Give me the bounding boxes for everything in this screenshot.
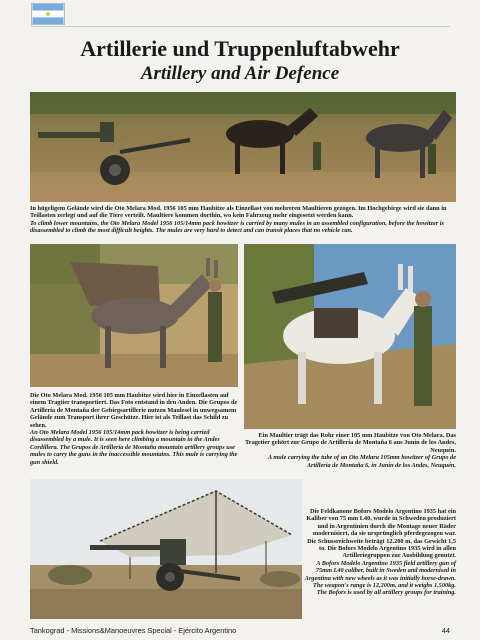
photo3-caption-en: A mule carrying the tube of an Oto Melara 105mm howitzer of Grupo de Artillería de Montaña 6, in Junín de los Andes, Neuquén.: [267, 454, 456, 469]
photo4-caption-en: A Bofors Modelo Argentino 1935 field artillery gun of 75mm L40 caliber, built in Sweden and modernised in Argentina with new wheels as it was initially horse-drawn. The weapon's range is 12,200m, and it weighs 1,500kg. The Bofors is used by all artillery groups for training.: [304, 559, 456, 597]
photo1-caption: [30, 205, 456, 235]
photo1-caption-en: To climb lower mountains, the Oto Melara Model 1956 105/14mm pack howitzer is carried by many mules in an assembled configuration, before the howitzer is disassembled to climb the most difficult heights. The mules are very hard to detect and can transit places that no vehicle can.: [30, 219, 444, 235]
photo3-caption: [244, 432, 456, 469]
photo2-caption-en: An Oto Melara Model 1956 105/14mm pack howitzer is being carried disassembled by a mule. It is seen here climbing a mountain in the Andes Cordillera. The Grupos de Artillería de Montaña mountain artillery groups use mules to carry the guns in the inaccessible mountains. This mule is carrying the gun shield.: [30, 429, 238, 466]
header-rule: [31, 26, 450, 27]
page-subtitle: Artillery and Air Defence: [140, 63, 340, 84]
page-number: 44: [441, 626, 450, 635]
page-title: Artillerie und Truppenluftabwehr: [80, 36, 400, 61]
photo2-caption-de: Die Oto Melara Mod. 1956 105 mm Haubitze wird hier in Einzellasten auf einem Tragtier transportiert. Das Foto entstand in den Anden. Die Grupos de Artillería de Montaña der Gebirgsartillerie nutzen Maulesel in unwegsamem Gelände zum Transport ihrer Geschütze. Hier ist als Teillast das Schild zu sehen.: [30, 392, 238, 429]
photo4-caption-de: Die Feldkanone Bofors Modelo Argentino 1935 hat ein Kaliber von 75 mm L40, wurde in Schweden produziert und in Argentinien durch die Montage neuer Räder modernisiert, da sie ursprünglich pferdegezogen war. Die Schussreichweite beträgt 12.200 m, das Gewicht 1,5 to. Die Bofors Modelo Argentino 1935 wird in allen Artilleriegruppen zur Ausbildung genutzt.: [306, 508, 456, 560]
photo4-caption: [304, 508, 456, 597]
photo3-caption-de: Ein Maultier trägt das Rohr einer 105 mm Haubitze von Oto Melara. Das Tragetier gehört zur Grupo de Artillería de Montaña 6 aus Junín de los Andes, Neuquén.: [245, 432, 456, 454]
footer-publication: Tankograd - Missions&Manoeuvres Special - Ejército Argentino: [30, 626, 237, 635]
photo-mules-towing-howitzer: [30, 92, 456, 202]
photo-bofors-field-gun: [30, 479, 302, 619]
photo-mule-gun-shield: [30, 244, 238, 387]
photo2-caption: [30, 392, 238, 466]
photo1-caption-de: In hügeligem Gelände wird die Oto Melara Mod. 1956 105 mm Haubitze als Einzellast von mehreren Maultieren gezogen. Im Hochgebirge wird sie dann in Teillasten zerlegt und auf die Tiere verteilt. Maultiere kommen dorthin, wo kein Fahrzeug mehr eingesetzt werden kann.: [30, 205, 447, 220]
argentine-flag-icon: [31, 3, 65, 25]
photo-mule-howitzer-tube: [244, 244, 456, 429]
